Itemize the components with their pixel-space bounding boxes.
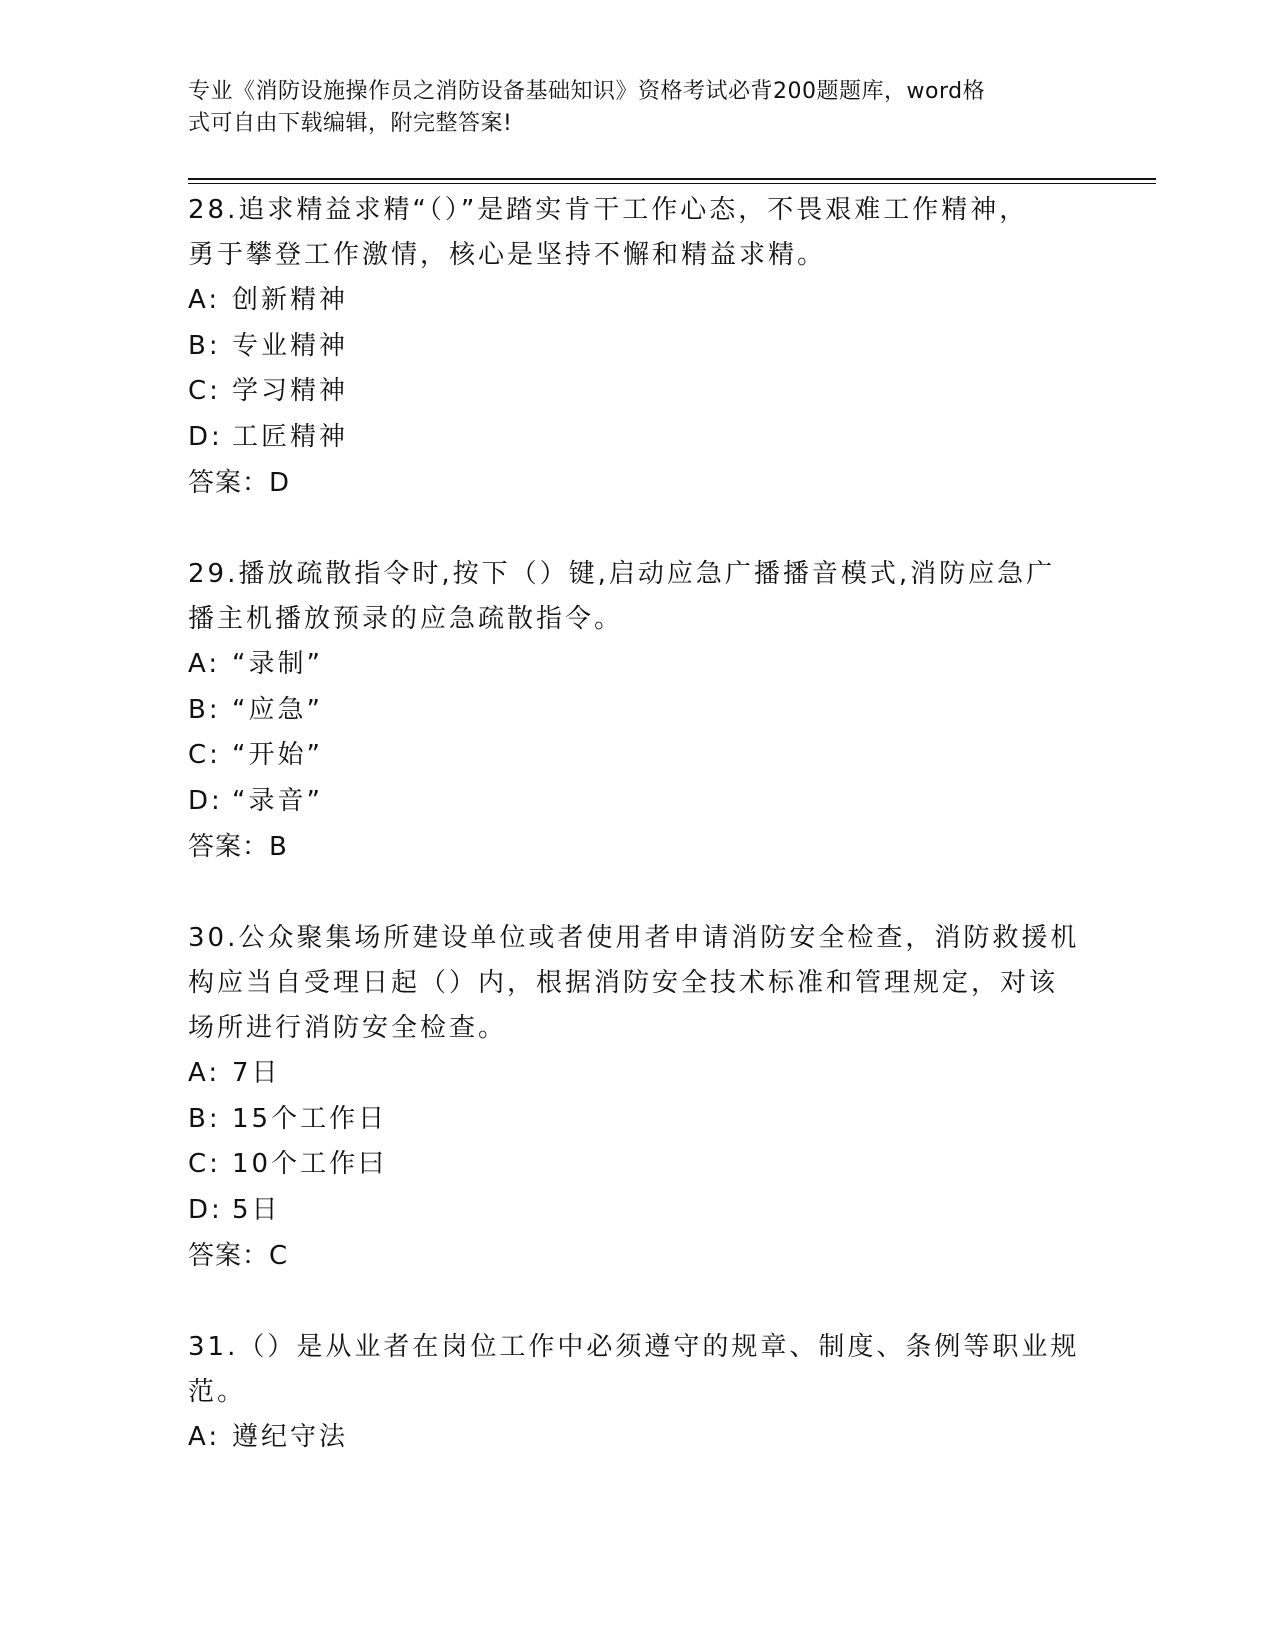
- option-text: 15个工作日: [232, 1103, 388, 1134]
- question-31: [188, 1325, 1088, 1461]
- stem-line: 28.追求精益求精“（）”是踏实肯干工作心态，不畏艰难工作精神，: [188, 195, 1029, 225]
- option-text: “录制”: [232, 649, 323, 679]
- option-a: [188, 642, 1088, 688]
- answer-line: 答案：D: [188, 468, 291, 498]
- option-c: [188, 1142, 1088, 1188]
- option-d: [188, 779, 1088, 825]
- option-letter: A:: [188, 1422, 221, 1452]
- option-letter: D:: [188, 1194, 223, 1225]
- question-stem: [188, 188, 1088, 278]
- option-text: 工匠精神: [232, 421, 349, 452]
- option-letter: A:: [188, 1058, 221, 1088]
- option-letter: C:: [188, 740, 221, 770]
- option-a: [188, 1415, 1088, 1461]
- stem-line: 范。: [188, 1377, 247, 1407]
- option-b: [188, 1097, 1088, 1143]
- stem-line: 30.公众聚集场所建设单位或者使用者申请消防安全检查，消防救援机: [188, 923, 1080, 953]
- stem-line: 场所进行消防安全检查。: [188, 1013, 508, 1043]
- option-a: [188, 1051, 1088, 1097]
- stem-line: 31.（）是从业者在岗位工作中必须遵守的规章、制度、条例等职业规: [188, 1332, 1080, 1362]
- answer-line: 答案：C: [188, 1241, 289, 1271]
- header-line-2: 式可自由下载编辑，附完整答案!: [188, 111, 513, 136]
- option-letter: D:: [188, 421, 223, 452]
- option-a: [188, 278, 1088, 324]
- option-letter: C:: [188, 1149, 221, 1179]
- answer-line: 答案：B: [188, 832, 288, 862]
- option-b: [188, 688, 1088, 734]
- option-text: 学习精神: [232, 376, 349, 406]
- option-c: [188, 733, 1088, 779]
- stem-line: 29.播放疏散指令时,按下（）键,启动应急广播播音模式,消防应急广: [188, 559, 1056, 589]
- option-d: [188, 1188, 1088, 1234]
- option-text: “录音”: [232, 785, 323, 816]
- option-text: “开始”: [232, 740, 323, 770]
- option-text: 10个工作曰: [232, 1149, 388, 1179]
- question-list: [188, 188, 1088, 1507]
- question-30: [188, 916, 1088, 1279]
- option-letter: D:: [188, 785, 223, 816]
- question-stem: [188, 916, 1088, 1051]
- option-letter: B:: [188, 330, 221, 361]
- document-header: [188, 76, 1068, 140]
- option-text: “应急”: [232, 694, 323, 725]
- stem-line: 播主机播放预录的应急疏散指令。: [188, 604, 624, 634]
- header-divider: [188, 178, 1156, 184]
- option-letter: A:: [188, 285, 221, 315]
- option-d: [188, 415, 1088, 461]
- option-text: 创新精神: [232, 285, 349, 315]
- option-letter: B:: [188, 1103, 221, 1134]
- option-text: 5日: [232, 1194, 281, 1225]
- option-b: [188, 324, 1088, 370]
- option-letter: B:: [188, 694, 221, 725]
- stem-line: 构应当自受理日起（）内，根据消防安全技术标准和管理规定，对该: [188, 968, 1059, 998]
- stem-line: 勇于攀登工作激情，核心是坚持不懈和精益求精。: [188, 240, 827, 270]
- option-letter: A:: [188, 649, 221, 679]
- question-stem: [188, 552, 1088, 642]
- option-c: [188, 369, 1088, 415]
- question-29: [188, 552, 1088, 870]
- header-line-1: 专业《消防设施操作员之消防设备基础知识》资格考试必背200题题库，word格: [188, 79, 986, 104]
- option-text: 7日: [232, 1058, 281, 1088]
- question-28: [188, 188, 1088, 506]
- option-text: 遵纪守法: [232, 1422, 349, 1452]
- question-stem: [188, 1325, 1088, 1415]
- option-text: 专业精神: [232, 330, 349, 361]
- option-letter: C:: [188, 376, 221, 406]
